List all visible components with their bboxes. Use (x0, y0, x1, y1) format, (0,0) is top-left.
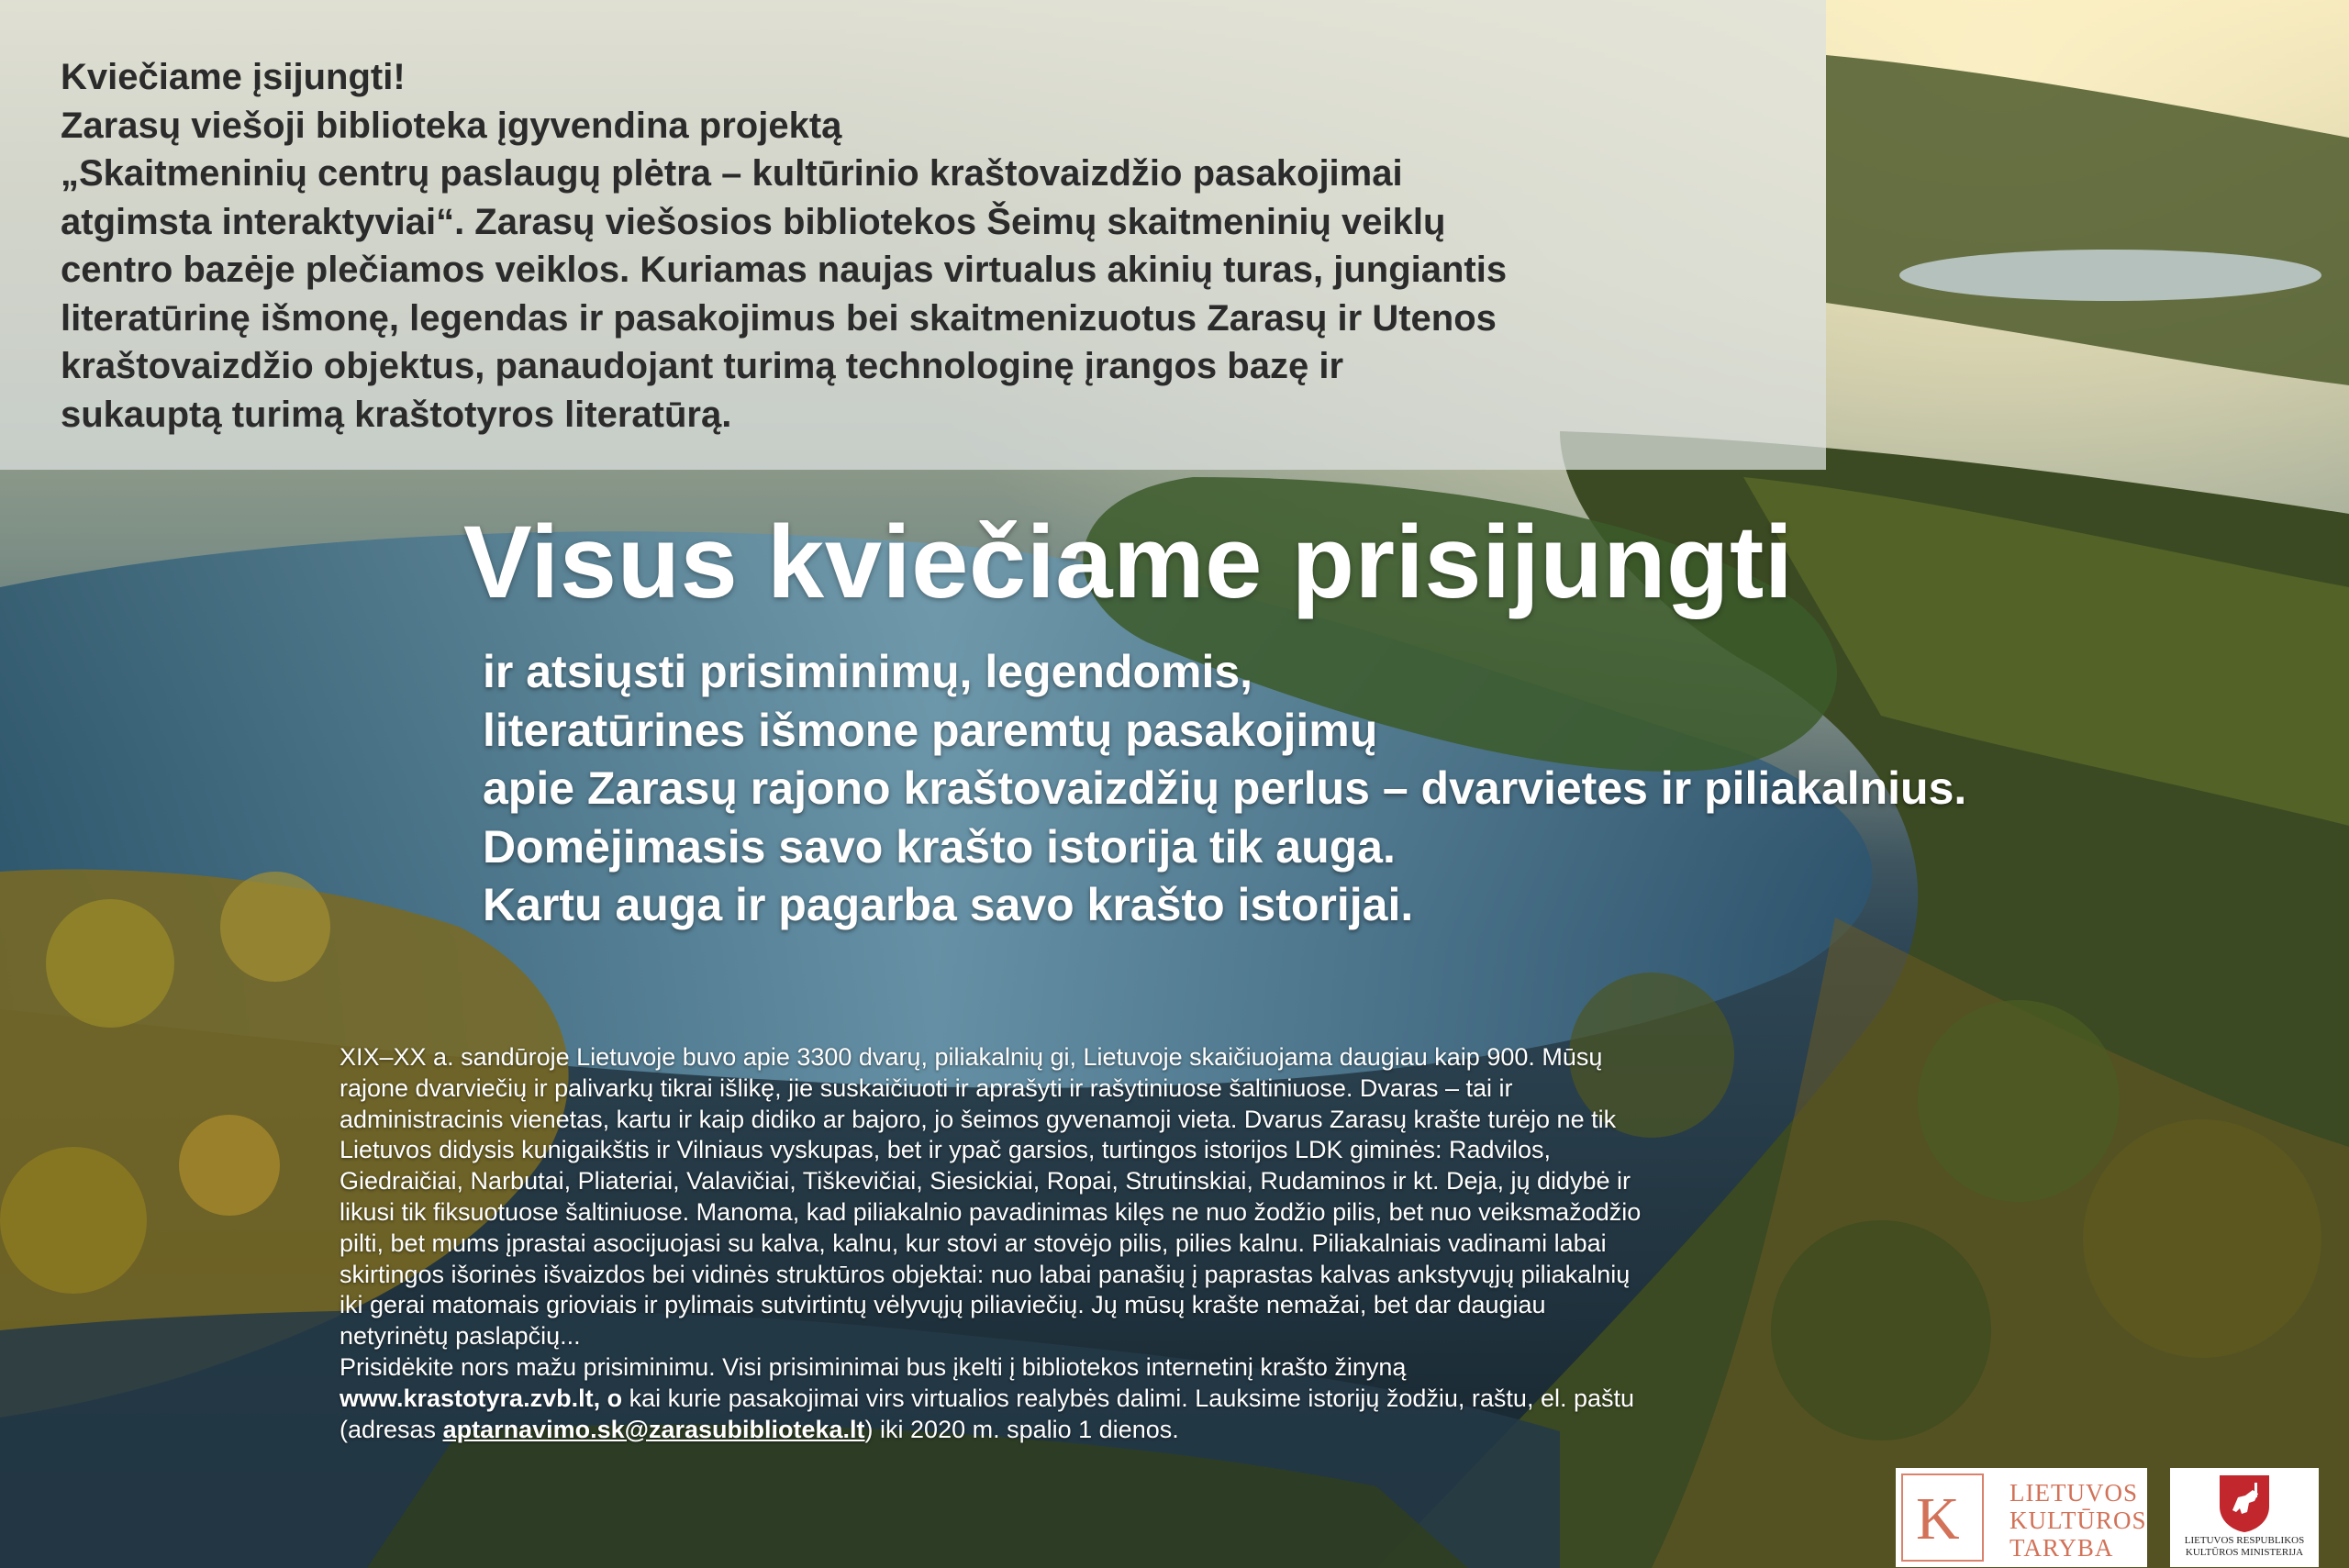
body-line-rest: kai kurie pasakojimai virs virtualios realybės dalimi. Lauksime istorijų žodžiu, raštu, el. paštu (622, 1384, 1635, 1412)
intro-line: Zarasų viešoji biblioteka įgyvendina projektą (61, 105, 842, 146)
body-line: XIX–XX a. sandūroje Lietuvoje buvo apie 3300 dvarų, piliakalnių gi, Lietuvoje skaičiuojama daugiau kaip 900. Mūsų (340, 1043, 1603, 1071)
body-line: rajone dvarviečių ir palivarkų tikrai išlikę, jie suskaičiuoti ir aprašyti ir rašytiniuose šaltiniuose. Dvaras – tai ir (340, 1073, 1513, 1102)
lkt-logo (1896, 1468, 2147, 1567)
subheading-line: Domėjimasis savo krašto istorija tik auga. (483, 820, 1396, 873)
deadline-text: ) iki 2020 m. spalio 1 dienos. (864, 1415, 1179, 1443)
subheading (483, 643, 1966, 935)
body-text (340, 1042, 1808, 1445)
intro-line: literatūrinę išmonę, legendas ir pasakojimus bei skaitmenizuotus Zarasų ir Utenos (61, 297, 1497, 339)
subheading-line: literatūrines išmone paremtų pasakojimų (483, 704, 1378, 756)
ministry-line: LIETUVOS RESPUBLIKOS (2184, 1535, 2305, 1546)
intro-line: Kviečiame įsijungti! (61, 57, 406, 97)
address-prefix: (adresas (340, 1415, 443, 1443)
subheading-line: apie Zarasų rajono kraštovaizdžių perlus – dvarvietes ir piliakalnius. (483, 762, 1967, 814)
lkt-name (2009, 1479, 2147, 1562)
headline: Visus kviečiame prisijungti (463, 505, 1794, 619)
lkt-line: TARYBA (2009, 1534, 2114, 1562)
vytis-shield-icon (2218, 1473, 2271, 1534)
body-line: netyrinėtų paslapčių... (340, 1322, 581, 1351)
body-line (340, 1415, 1808, 1446)
intro-line: sukauptą turimą kraštotyros literatūrą. (61, 394, 732, 435)
intro-line: kraštovaizdžio objektus, panaudojant turimą technologinę įrangos bazę ir (61, 346, 1344, 386)
k-logo-icon (1901, 1473, 1984, 1562)
body-line: likusi tik fiksuotuose šaltiniuose. Manoma, kad piliakalnio pavadinimas kilęs ne nuo žodžio pilis, bet nuo veiksmažodžio (340, 1197, 1642, 1226)
body-line: Lietuvos didysis kunigaikštis ir Vilniaus vyskupas, bet ir ypač garsios, turtingos istorijos LDK giminės: Radvilos, (340, 1136, 1552, 1164)
subheading-line: Kartu auga ir pagarba savo krašto istorijai. (483, 879, 1414, 930)
ministry-name (2170, 1535, 2319, 1559)
body-line: Prisidėkite nors mažu prisiminimu. Visi prisiminimai bus įkelti į bibliotekos internetinį krašto žinyną (340, 1352, 1407, 1381)
intro-panel (0, 0, 1826, 470)
email-link[interactable]: aptarnavimo.sk@zarasubiblioteka.lt (442, 1415, 865, 1443)
subheading-line: ir atsiųsti prisiminimų, legendomis, (483, 646, 1253, 697)
website-link[interactable]: www.krastotyra.zvb.lt, o (340, 1384, 623, 1412)
body-line: Giedraičiai, Narbutai, Pliateriai, Valavičiai, Tiškevičiai, Siesickiai, Ropai, Strutinskiai, Rudaminos ir kt. Deja, jų didybė ir (340, 1167, 1631, 1195)
body-line (340, 1384, 1808, 1415)
body-line: pilti, bet mums įprastai asocijuojasi su kalva, kalnu, kur stovi ar stovėjo pilis, pilies kalnu. Piliakalniais vadinami labai (340, 1229, 1607, 1257)
intro-line: centro bazėje plečiamos veiklos. Kuriamas naujas virtualus akinių turas, jungiantis (61, 250, 1508, 290)
lkt-line: KULTŪROS (2009, 1507, 2147, 1534)
body-line: administracinis vienetas, kartu ir kaip didiko ar bajoro, jo šeimos gyvenamoji vieta. Dvarus Zarasų krašte turėjo ne tik (340, 1105, 1617, 1133)
body-line: iki gerai matomais grioviais ir pylimais sutvirtintų vėlyvųjų piliaviečių. Jų mūsų krašte nemažai, bet dar daugiau (340, 1291, 1546, 1319)
intro-line: „Skaitmeninių centrų paslaugų plėtra – kultūrinio kraštovaizdžio pasakojimai (61, 153, 1403, 194)
body-line: skirtingos išorinės išvaizdos bei vidinės struktūros objektai: nuo labai panašių į paprastas kalvas ankstyvųjų piliakalnių (340, 1260, 1631, 1288)
intro-text (61, 53, 1804, 439)
lkt-line: LIETUVOS (2009, 1479, 2138, 1507)
ministry-logo (2170, 1468, 2319, 1567)
ministry-line: KULTŪROS MINISTERIJA (2185, 1547, 2304, 1558)
k-letter: K (1916, 1485, 1960, 1552)
intro-line: atgimsta interaktyviai“. Zarasų viešosios bibliotekos Šeimų skaitmeninių veiklų (61, 201, 1446, 242)
